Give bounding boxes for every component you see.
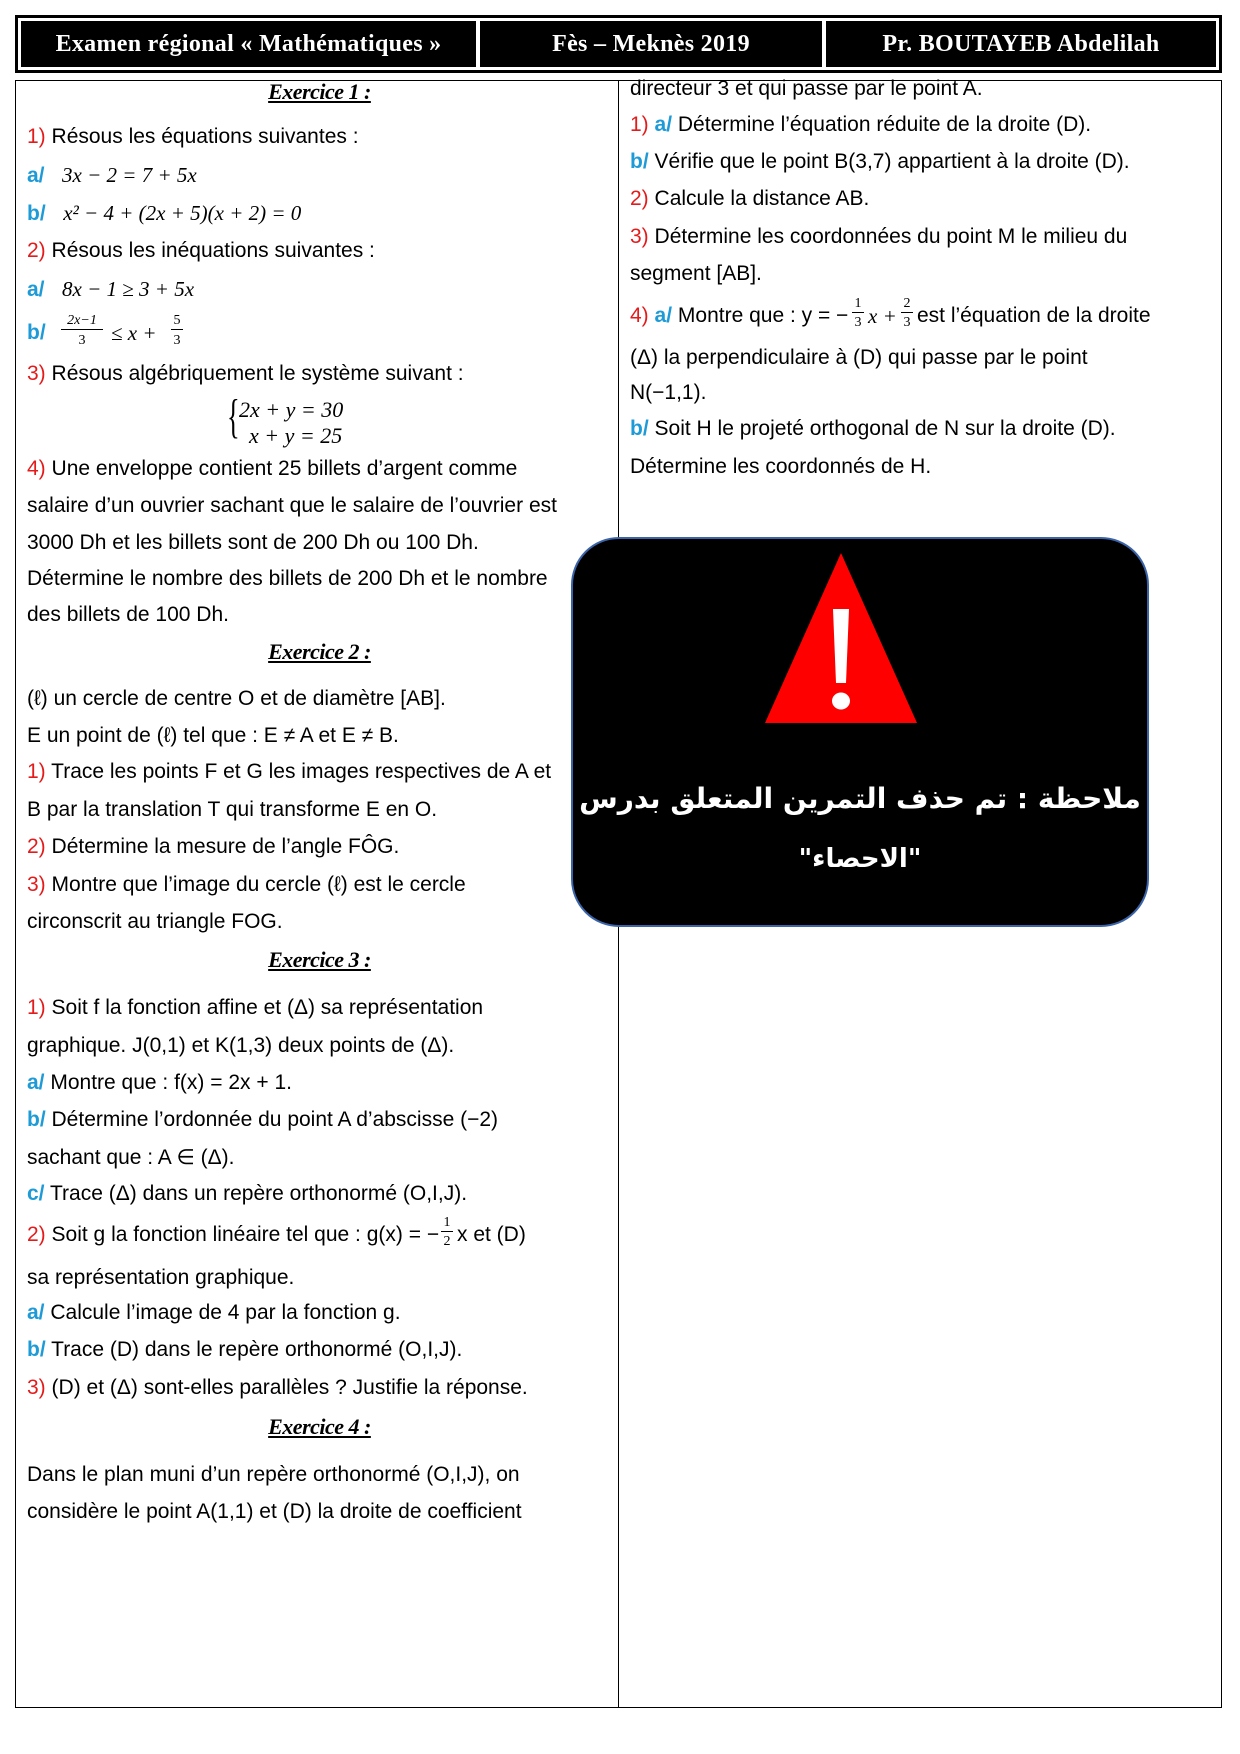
ex4-q2 <box>630 187 869 211</box>
ex4-q4a-post: est l’équation de la droite <box>917 304 1151 327</box>
ex1-q4-l3: 3000 Dh et les billets sont de 200 Dh ou 100 Dh. <box>27 531 479 554</box>
ex4-q3-l2: segment [AB]. <box>630 262 762 285</box>
ex3-q2-text: Soit g la fonction linéaire tel que : g(x) = − <box>51 1223 440 1246</box>
notice-line-1: ملاحظة : تم حذف التمرين المتعلق بدرس <box>579 782 1141 815</box>
ex3-q2-post: x et (D) <box>457 1223 526 1246</box>
ex2-l2: E un point de (ℓ) tel que : E ≠ A et E ≠ B. <box>27 724 399 747</box>
number-label: 4) <box>27 457 46 480</box>
ex2-q2-text: Détermine la mesure de l’angle FÔG. <box>51 835 400 858</box>
letter-label: b/ <box>27 321 46 344</box>
number-label: 3) <box>27 873 46 896</box>
ex1-q3 <box>27 362 464 386</box>
number-label: 1) <box>630 113 649 136</box>
ex3-q1a-text: Montre que : f(x) = 2x + 1. <box>50 1071 292 1094</box>
ex4-l2: considère le point A(1,1) et (D) la droite de coefficient <box>27 1500 522 1523</box>
frac-numerator: 2x−1 <box>61 313 103 330</box>
number-label: 2) <box>27 239 46 262</box>
number-label: 2) <box>630 187 649 210</box>
ex1-q2 <box>27 239 375 263</box>
ex1-q4-text: Une enveloppe contient 25 billets d’argent comme <box>51 457 518 480</box>
number-label: 1) <box>27 760 46 783</box>
ex3-q2a <box>27 1301 401 1325</box>
letter-label: b/ <box>27 1338 46 1361</box>
ex1-q1a <box>27 163 197 188</box>
exercise-4-title: Exercice 4 : <box>268 1414 371 1439</box>
letter-label: b/ <box>630 417 649 440</box>
ex2-q3-l2: circonscrit au triangle FOG. <box>27 910 283 933</box>
ex1-q1 <box>27 125 359 149</box>
ex1-q2a <box>27 277 194 302</box>
ex1-q2a-eq: 8x − 1 ≥ 3 + 5x <box>62 277 195 301</box>
ex4-q4b-text: Soit H le projeté orthogonal de N sur la droite (D). <box>654 417 1116 440</box>
letter-label: b/ <box>27 1108 46 1131</box>
ex3-q1c <box>27 1182 467 1206</box>
number-label: 2) <box>27 1223 46 1246</box>
ex4-l1: Dans le plan muni d’un repère orthonormé (O,I,J), on <box>27 1463 520 1486</box>
letter-label: a/ <box>27 1301 45 1324</box>
ex3-q2-l2: sa représentation graphique. <box>27 1266 295 1289</box>
letter-label: b/ <box>27 202 46 225</box>
letter-label: a/ <box>27 1071 45 1094</box>
ex3-q2b-text: Trace (D) dans le repère orthonormé (O,I,J). <box>51 1338 463 1361</box>
ex2-q3-l1 <box>27 873 466 897</box>
letter-label: a/ <box>27 278 45 301</box>
number-label: 2) <box>27 835 46 858</box>
header-title: Examen régional « Mathématiques » <box>21 21 476 67</box>
ex4-q4a-l2: (Δ) la perpendiculaire à (D) qui passe par le point <box>630 346 1088 369</box>
deleted-exercise-notice <box>571 537 1149 927</box>
ex3-q1b-l1 <box>27 1108 498 1132</box>
ex2-q1-text: Trace les points F et G les images respectives de A et <box>51 760 552 783</box>
frac-denominator: 3 <box>173 333 181 348</box>
ex1-q4-l5: des billets de 100 Dh. <box>27 603 229 626</box>
ex4-q4a-l3: N(−1,1). <box>630 381 707 404</box>
ex4-q1a-text: Détermine l’équation réduite de la droite (D). <box>677 113 1092 136</box>
ineq-middle: ≤ x + <box>111 321 157 345</box>
content-frame <box>15 77 1222 1708</box>
frac-denominator: 3 <box>903 315 911 330</box>
ex4-q1a <box>630 113 1091 137</box>
ex1-q1-text: Résous les équations suivantes : <box>51 125 359 148</box>
ex2-q1-l1 <box>27 760 551 784</box>
ex3-q1-l1 <box>27 996 483 1020</box>
number-label: 3) <box>27 1376 46 1399</box>
ex3-q1b-text: Détermine l’ordonnée du point A d’abscisse (−2) <box>51 1108 499 1131</box>
ex4-q4b-l1 <box>630 417 1116 441</box>
frac-numerator: 1 <box>852 296 864 313</box>
notice-line-2: "الاحصاء" <box>798 844 922 874</box>
warning-icon <box>763 551 919 727</box>
ex4-q4b-l2: Détermine les coordonnés de H. <box>630 455 932 478</box>
system-eq1: 2x + y = 30 <box>239 397 344 422</box>
ex3-q1c-text: Trace (Δ) dans un repère orthonormé (O,I,J). <box>49 1182 468 1205</box>
header-region-year: Fès – Meknès 2019 <box>480 21 822 67</box>
letter-label: a/ <box>654 113 673 136</box>
ex3-q1b-l2: sachant que : A ∈ (Δ). <box>27 1146 235 1169</box>
ex2-q3-text: Montre que l’image du cercle (ℓ) est le cercle <box>51 873 466 896</box>
ex4-q4a-l1 <box>630 294 1218 338</box>
letter-label: c/ <box>27 1182 45 1205</box>
ex3-q2a-text: Calcule l’image de 4 par la fonction g. <box>50 1301 401 1324</box>
frac-denominator: 2 <box>443 1234 451 1249</box>
ex4-q4a-text: Montre que : y = − <box>677 304 849 327</box>
ex1-q1b <box>27 201 301 226</box>
linear-system <box>227 390 367 451</box>
number-label: 3) <box>27 362 46 385</box>
letter-label: a/ <box>27 164 45 187</box>
ex1-q2-text: Résous les inéquations suivantes : <box>51 239 375 262</box>
number-label: 1) <box>27 125 46 148</box>
ex1-q1a-eq: 3x − 2 = 7 + 5x <box>62 163 197 187</box>
frac-denominator: 3 <box>78 333 86 348</box>
ex3-q3 <box>27 1376 528 1400</box>
ex1-q4-l1 <box>27 457 517 481</box>
ex1-q3-text: Résous algébriquement le système suivant : <box>51 362 464 385</box>
frac-numerator: 5 <box>171 313 183 330</box>
ex4-q4a-pre <box>630 304 848 328</box>
number-label: 3) <box>630 225 649 248</box>
ex1-q4-l2: salaire d’un ouvrier sachant que le salaire de l’ouvrier est <box>27 494 557 517</box>
ex3-q2b <box>27 1338 462 1362</box>
number-label: 4) <box>630 304 649 327</box>
system-eq2: x + y = 25 <box>249 423 343 448</box>
ex2-l1: (ℓ) un cercle de centre O et de diamètre [AB]. <box>27 687 446 710</box>
ex2-q2 <box>27 835 399 859</box>
ex3-q1-l2: graphique. J(0,1) et K(1,3) deux points de (Δ). <box>27 1034 455 1057</box>
ex2-q1-l2: B par la translation T qui transforme E en O. <box>27 798 438 821</box>
exercise-2-title: Exercice 2 : <box>268 639 371 664</box>
ex4-q2-text: Calcule la distance AB. <box>654 187 870 210</box>
ex3-q1a <box>27 1071 292 1095</box>
frac-denominator: 3 <box>854 315 862 330</box>
ex3-q1-text: Soit f la fonction affine et (Δ) sa représentation <box>51 996 484 1019</box>
number-label: 1) <box>27 996 46 1019</box>
ex3-q2-pre <box>27 1223 439 1247</box>
exam-header <box>15 15 1222 73</box>
ex4-q1b <box>630 150 1130 174</box>
system-brace: { <box>227 390 240 443</box>
ex4-q1b-text: Vérifie que le point B(3,7) appartient à la droite (D). <box>654 150 1130 173</box>
letter-label: a/ <box>654 304 673 327</box>
exercise-1-title: Exercice 1 : <box>268 79 371 104</box>
exercise-3-title: Exercice 3 : <box>268 947 371 972</box>
ex1-q4-l4: Détermine le nombre des billets de 200 Dh et le nombre <box>27 567 548 590</box>
header-author: Pr. BOUTAYEB Abdelilah <box>826 21 1216 67</box>
ex4-q3-l1 <box>630 225 1127 249</box>
ex3-q3-text: (D) et (Δ) sont-elles parallèles ? Justifie la réponse. <box>51 1376 528 1399</box>
ex4-q4a-mid: x + <box>868 304 897 328</box>
frac-numerator: 1 <box>441 1215 453 1232</box>
frac-numerator: 2 <box>901 296 913 313</box>
ex4-q3-text: Détermine les coordonnées du point M le milieu du <box>654 225 1128 248</box>
ex4-l3: directeur 3 et qui passe par le point A. <box>630 77 983 100</box>
ex1-q1b-eq: x² − 4 + (2x + 5)(x + 2) = 0 <box>63 201 302 225</box>
letter-label: b/ <box>630 150 649 173</box>
